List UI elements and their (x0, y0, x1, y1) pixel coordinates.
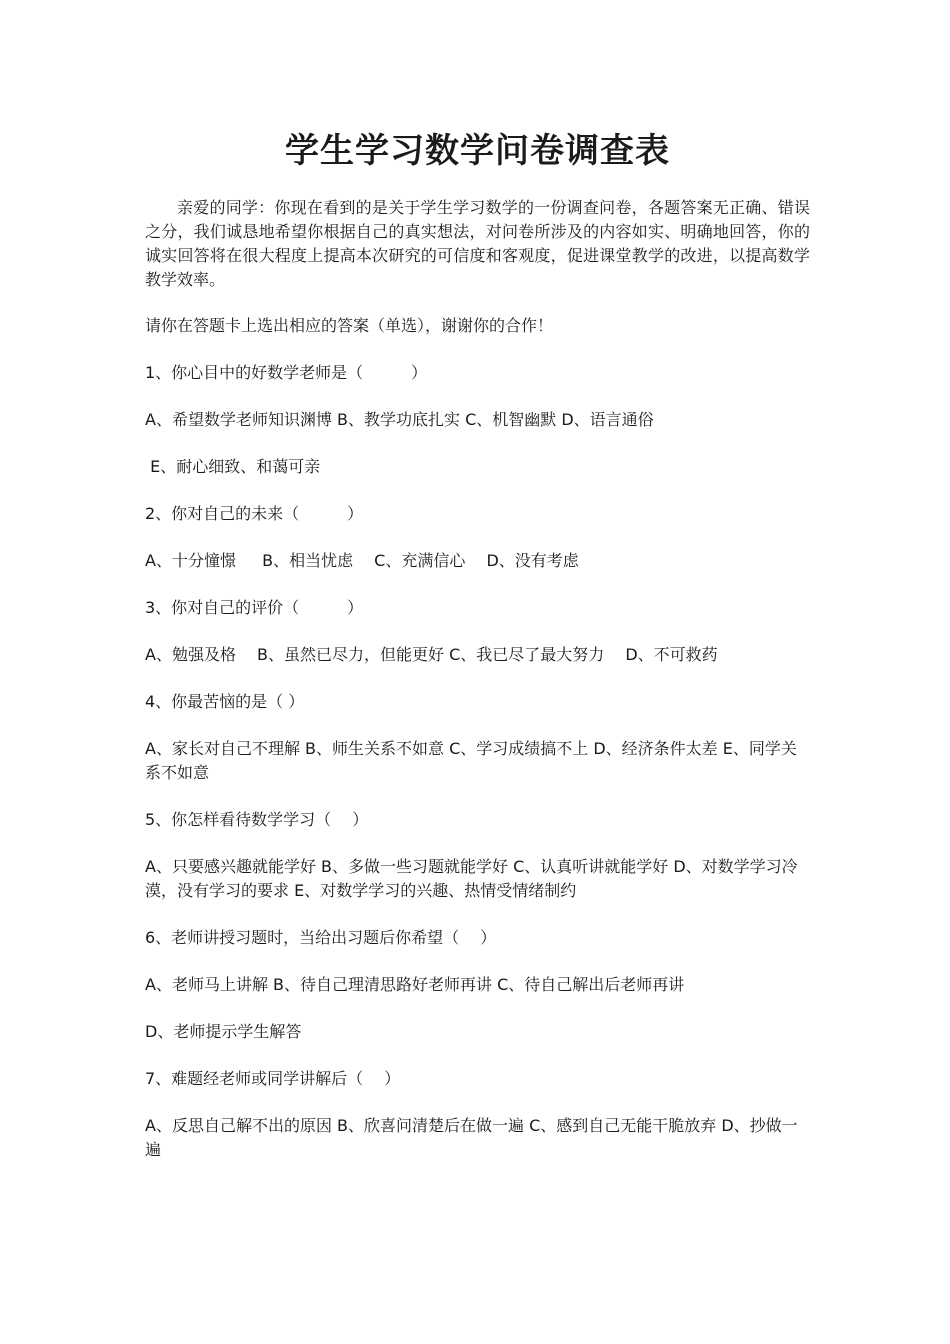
option-line: A、老师马上讲解 B、待自己理清思路好老师再讲 C、待自己解出后老师再讲 (145, 975, 685, 994)
option-line: A、只要感兴趣就能学好 B、多做一些习题就能学好 C、认真听讲就能学好 D、对数学学习冷漠，没有学习的要求 E、对数学学习的兴趣、热情受情绪制约 (145, 857, 798, 900)
option-line: A、勉强及格 B、虽然已尽力，但能更好 C、我已尽了最大努力 D、不可救药 (145, 645, 718, 664)
option-line: A、反思自己解不出的原因 B、欣喜问清楚后在做一遍 C、感到自己无能干脆放弃 D、抄做一遍 (145, 1116, 798, 1159)
question-7 (145, 1067, 810, 1162)
question-text: 1、你心目中的好数学老师是（ ） (145, 363, 428, 382)
question-3 (145, 596, 810, 667)
question-text: 7、难题经老师或同学讲解后（ ） (145, 1069, 401, 1088)
question-1 (145, 361, 810, 479)
question-text: 6、老师讲授习题时，当给出习题后你希望（ ） (145, 928, 497, 947)
survey-page (145, 128, 810, 1185)
option-line: A、家长对自己不理解 B、师生关系不如意 C、学习成绩搞不上 D、经济条件太差 E、同学关系不如意 (145, 739, 797, 782)
question-text: 2、你对自己的未来（ ） (145, 504, 364, 523)
question-text: 5、你怎样看待数学学习（ ） (145, 810, 369, 829)
question-4 (145, 690, 810, 785)
instruction-text: 请你在答题卡上选出相应的答案（单选），谢谢你的合作！ (145, 316, 554, 335)
option-line: D、老师提示学生解答 (145, 1022, 302, 1041)
question-6 (145, 926, 810, 1044)
page-title: 学生学习数学问卷调查表 (285, 131, 670, 171)
option-line: A、十分憧憬 B、相当忧虑 C、充满信心 D、没有考虑 (145, 551, 579, 570)
question-text: 4、你最苦恼的是（ ） (145, 692, 305, 711)
intro-paragraph: 亲爱的同学：你现在看到的是关于学生学习数学的一份调查问卷，各题答案无正确、错误之分，我们诚恳地希望你根据自己的真实想法，对问卷所涉及的内容如实、明确地回答，你的诚实回答将在很大程度上提高本次研究的可信度和客观度，促进课堂教学的改进，以提高数学教学效率。 (145, 198, 810, 289)
question-5 (145, 808, 810, 903)
question-text: 3、你对自己的评价（ ） (145, 598, 364, 617)
option-line: A、希望数学老师知识渊博 B、教学功底扎实 C、机智幽默 D、语言通俗 (145, 410, 654, 429)
question-2 (145, 502, 810, 573)
option-line: E、耐心细致、和蔼可亲 (145, 457, 321, 476)
